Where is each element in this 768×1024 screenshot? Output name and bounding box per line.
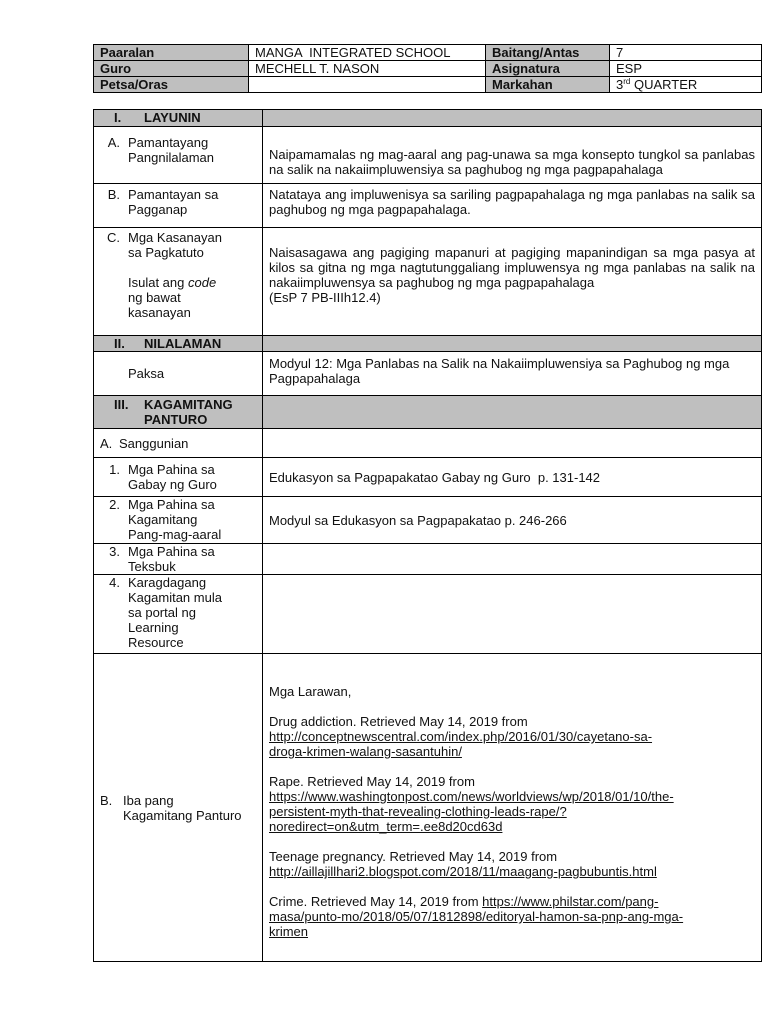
section-number: II. <box>114 336 125 351</box>
section-kagamitan <box>94 396 762 429</box>
label-cell <box>94 228 263 336</box>
note-line: Isulat ang <box>128 275 188 290</box>
reference-teenage-pregnancy: Teenage pregnancy. Retrieved May 14, 2019 from <box>269 849 558 864</box>
title-line: KAGAMITANG <box>144 397 233 412</box>
header-table <box>93 44 762 93</box>
link-line[interactable]: persistent-myth-that-revealing-clothing-leads-rape/? <box>269 804 567 819</box>
paksa-text: Modyul 12: Mga Panlabas na Salik na Nakaiimpluwensiya sa Paghubog ng mga Pagpapahalaga <box>263 352 762 396</box>
item-key: 4. <box>109 575 120 590</box>
grade-value: 7 <box>610 45 762 61</box>
item-2 <box>94 497 256 542</box>
section-kagamitan-heading <box>94 396 263 429</box>
teacher-value: MECHELL T. NASON <box>249 61 486 77</box>
item-paksa <box>94 366 256 381</box>
subject-label: Asignatura <box>486 61 610 77</box>
section-title: NILALAMAN <box>144 336 222 351</box>
item-label <box>128 230 256 320</box>
section-layunin-blank <box>263 110 762 127</box>
section-nilalaman-blank <box>263 336 762 352</box>
link-line[interactable]: noredirect=on&utm_term=.ee8d20cd63d <box>269 819 503 834</box>
label-line: Learning <box>128 620 179 635</box>
item-a <box>94 127 256 165</box>
item-label <box>128 497 256 542</box>
date-value <box>249 77 486 93</box>
reference-teenage-pregnancy-link[interactable] <box>269 864 755 879</box>
label-cell <box>94 654 263 962</box>
subject-value: ESP <box>610 61 762 77</box>
section-layunin-heading <box>94 110 263 127</box>
section-title <box>144 397 233 427</box>
item-b <box>100 793 256 823</box>
item-key: 3. <box>109 544 120 559</box>
label-cell <box>94 127 263 184</box>
link-line[interactable]: https://www.philstar.com/pang- <box>482 894 659 909</box>
section-kagamitan-blank <box>263 396 762 429</box>
item-label <box>128 544 256 574</box>
label-line: Kagamitang Panturo <box>123 807 242 823</box>
link-line[interactable]: https://www.washingtonpost.com/news/worldviews/wp/2018/01/10/the- <box>269 789 674 804</box>
label-cell <box>94 429 263 458</box>
section-nilalaman <box>94 336 762 352</box>
item-c <box>94 228 256 320</box>
quarter-value <box>610 77 762 93</box>
quarter-number: 3 <box>616 77 624 92</box>
quarter-text: QUARTER <box>630 77 698 92</box>
quarter-suffix: rd <box>623 77 631 86</box>
label-line: Iba pang <box>123 792 174 808</box>
item-key: B. <box>107 187 120 202</box>
label-line: Pamantayang <box>128 135 209 150</box>
item-label <box>128 462 256 492</box>
section-title: LAYUNIN <box>144 110 201 125</box>
section-number: I. <box>114 110 122 125</box>
row-sanggunian <box>94 429 762 458</box>
label-cell <box>94 184 263 228</box>
references-intro: Mga Larawan, <box>269 684 352 699</box>
item-key: B. <box>100 792 113 808</box>
row-pamantayan-sa-pagganap <box>94 184 762 228</box>
teacher-label: Guro <box>94 61 249 77</box>
label-line: Kagamitan mula <box>128 590 222 605</box>
label-line: Resource <box>128 635 184 650</box>
label-cell <box>94 544 263 575</box>
learning-resource-blank <box>263 575 762 654</box>
link-line[interactable]: masa/punto-mo/2018/05/07/1812898/editoryal-hamon-sa-pnp-ang-mga- <box>269 909 684 924</box>
row-pamantayang-pangnilalaman <box>94 127 762 184</box>
section-nilalaman-heading <box>94 336 263 352</box>
label-cell <box>94 458 263 497</box>
grade-label: Baitang/Antas <box>486 45 610 61</box>
note-line: kasanayan <box>128 305 191 320</box>
label-line: Gabay ng Guro <box>128 477 217 492</box>
label-line: Mga Pahina sa <box>128 544 215 559</box>
reference-crime <box>269 894 755 939</box>
header-row-school <box>94 45 762 61</box>
label-line: Pang-mag-aaral <box>128 527 222 542</box>
row-learning-resource <box>94 575 762 654</box>
item-label <box>128 187 256 217</box>
references-cell <box>263 654 762 962</box>
row-paksa <box>94 352 762 396</box>
sanggunian-blank <box>263 429 762 458</box>
item-label <box>128 135 256 165</box>
reference-drug-addiction: Drug addiction. Retrieved May 14, 2019 from <box>269 714 528 729</box>
item-key: A. <box>100 435 113 451</box>
item-key: C. <box>107 230 120 245</box>
teksbuk-blank <box>263 544 762 575</box>
header-row-teacher <box>94 61 762 77</box>
gabay-ng-guro-text: Edukasyon sa Pagpapakatao Gabay ng Guro p. 131-142 <box>263 458 762 497</box>
item-key-blank <box>94 366 128 381</box>
label-line: Kagamitang <box>128 512 198 527</box>
header-row-date <box>94 77 762 93</box>
item-key: A. <box>107 135 120 150</box>
item-label <box>123 793 242 823</box>
link-line[interactable]: http://aillajillhari2.blogspot.com/2018/11/maagang-pagbubuntis.html <box>269 864 657 879</box>
row-mga-kasanayan <box>94 228 762 336</box>
mga-kasanayan-content <box>263 228 762 336</box>
item-key: 2. <box>109 497 120 512</box>
note-line: ng bawat <box>128 290 181 305</box>
label-line: Pangnilalaman <box>128 150 215 165</box>
section-layunin <box>94 110 762 127</box>
label-line: Teksbuk <box>128 559 176 574</box>
label-line: Mga Pahina sa <box>128 462 215 477</box>
reference-rape-link[interactable] <box>269 789 755 834</box>
date-label: Petsa/Oras <box>94 77 249 93</box>
label-line: Mga Pahina sa <box>128 497 215 512</box>
pamantayan-sa-pagganap-text: Natataya ang impluwenisya sa sariling pagpapahalaga ng mga panlabas na salik sa paghubog ng mga pagpapahalaga. <box>263 184 762 228</box>
row-iba-pang-kagamitan <box>94 654 762 962</box>
row-gabay-ng-guro <box>94 458 762 497</box>
item-key: 1. <box>109 462 120 477</box>
link-line[interactable]: krimen <box>269 924 309 939</box>
row-teksbuk <box>94 544 762 575</box>
item-4 <box>94 575 256 650</box>
row-kagamitang-pang-mag-aaral <box>94 497 762 544</box>
item-label <box>128 575 256 650</box>
label-line: Pagganap <box>128 202 188 217</box>
school-label: Paaralan <box>94 45 249 61</box>
label-cell <box>94 497 263 544</box>
label-line: Pamantayan sa <box>128 187 219 202</box>
sanggunian-label: Sanggunian <box>119 435 189 451</box>
label-line: Mga Kasanayan <box>128 230 222 245</box>
title-line: PANTURO <box>144 412 208 427</box>
lesson-plan-table <box>93 109 762 962</box>
item-3 <box>94 544 256 574</box>
school-value: MANGA INTEGRATED SCHOOL <box>249 45 486 61</box>
label-cell <box>94 352 263 396</box>
label-line: Karagdagang <box>128 575 207 590</box>
quarter-label: Markahan <box>486 77 610 93</box>
item-b <box>94 184 256 217</box>
mga-kasanayan-text: Naisasagawa ang pagiging mapanuri at pagiging mapanindigan sa mga pasya at kilos sa gitna ng mga nagtutunggaliang impluwensya ng mga panlabas na salik na nakaiimpluwensya sa paghubog ng mga pagpapahalaga <box>269 245 755 290</box>
reference-drug-addiction-link[interactable] <box>269 729 755 759</box>
section-number: III. <box>114 397 129 412</box>
mga-kasanayan-code: (EsP 7 PB-IIIh12.4) <box>269 290 381 305</box>
label-line: sa Pagkatuto <box>128 245 204 260</box>
paksa-label: Paksa <box>128 366 165 381</box>
kagamitang-pang-mag-aaral-text: Modyul sa Edukasyon sa Pagpapakatao p. 246-266 <box>263 497 762 544</box>
pamantayang-pangnilalaman-text: Naipamamalas ng mag-aaral ang pag-unawa sa mga konsepto tungkol sa panlabas na salik na nakaiimpluwensiya sa paghubog ng mga pagpapahalaga <box>263 127 762 184</box>
label-cell <box>94 575 263 654</box>
item-1 <box>94 458 256 492</box>
reference-rape: Rape. Retrieved May 14, 2019 from <box>269 774 475 789</box>
reference-crime-text: Crime. Retrieved May 14, 2019 from <box>269 894 483 909</box>
note-code: code <box>188 275 217 290</box>
link-line[interactable]: droga-krimen-walang-sasantuhin/ <box>269 744 462 759</box>
link-line[interactable]: http://conceptnewscentral.com/index.php/2016/01/30/cayetano-sa- <box>269 729 653 744</box>
label-line: sa portal ng <box>128 605 196 620</box>
